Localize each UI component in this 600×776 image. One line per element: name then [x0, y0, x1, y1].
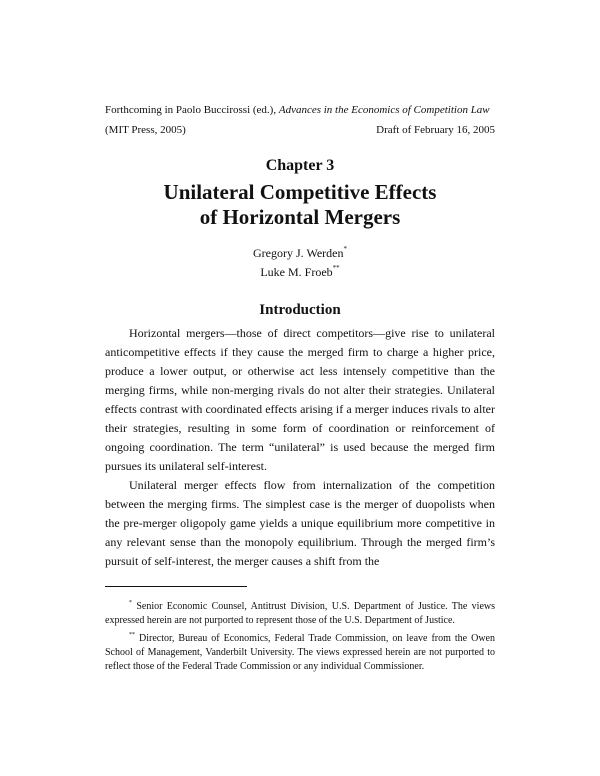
footnote: [105, 596, 495, 628]
footnote-mark: *: [129, 600, 132, 606]
body-text: [105, 324, 495, 571]
running-header-second-line: [105, 124, 495, 136]
header-draft-date: Draft of February 16, 2005: [376, 124, 495, 136]
author-name: Gregory J. Werden: [253, 246, 344, 260]
footnote-text: Senior Economic Counsel, Antitrust Division, U.S. Department of Justice. The views expressed herein are not purported to represent those of the U.S. Department of Justice.: [105, 601, 495, 626]
author-footnote-mark[interactable]: *: [343, 245, 347, 253]
header-publisher: (MIT Press, 2005): [105, 124, 186, 136]
paragraph: Horizontal mergers—those of direct competitors—give rise to unilateral anticompetitive effects if they cause the merged firm to charge a higher price, produce a lower output, or otherwise act less intensely competitive than the merging firms, while non-merging rivals do not alter their strategies. Unilateral effects contrast with coordinated effects arising if a merger induces rivals to alter their strategies, resulting in some form of coordination or reinforcement of ongoing coordination. The term “unilateral” is used because the merged firm pursues its unilateral self-interest.: [105, 326, 495, 473]
footnote-text: Director, Bureau of Economics, Federal Trade Commission, on leave from the Owen School of Management, Vanderbilt University. The views expressed herein are not purported to reflect those of the Federal Trade Commission or any individual Commissioner.: [105, 633, 495, 672]
paragraph: Unilateral merger effects flow from internalization of the competition between the merging firms. The simplest case is the merger of duopolists when the pre-merger oligopoly game yields a unique equilibrium more competitive in any relevant sense than the monopoly equilibrium. Through the merged firm’s pursuit of self-interest, the merger causes a shift from the: [105, 478, 495, 568]
author-1: [0, 245, 600, 261]
running-header: [105, 104, 495, 116]
header-citation: Forthcoming in Paolo Buccirossi (ed.),: [105, 104, 279, 116]
header-book-title: Advances in the Economics of Competition Law: [278, 104, 490, 116]
title-line-1: Unilateral Competitive Effects: [163, 180, 437, 204]
author-2: [0, 264, 600, 280]
author-name: Luke M. Froeb: [260, 265, 333, 279]
author-footnote-mark[interactable]: **: [332, 264, 340, 272]
footnote-divider: [105, 586, 247, 587]
footnote: [105, 628, 495, 674]
chapter-title: [0, 180, 600, 230]
title-line-2: of Horizontal Mergers: [199, 205, 401, 229]
section-heading: Introduction: [259, 302, 341, 318]
chapter-label: Chapter 3: [265, 157, 335, 174]
footnote-mark: **: [129, 632, 135, 638]
